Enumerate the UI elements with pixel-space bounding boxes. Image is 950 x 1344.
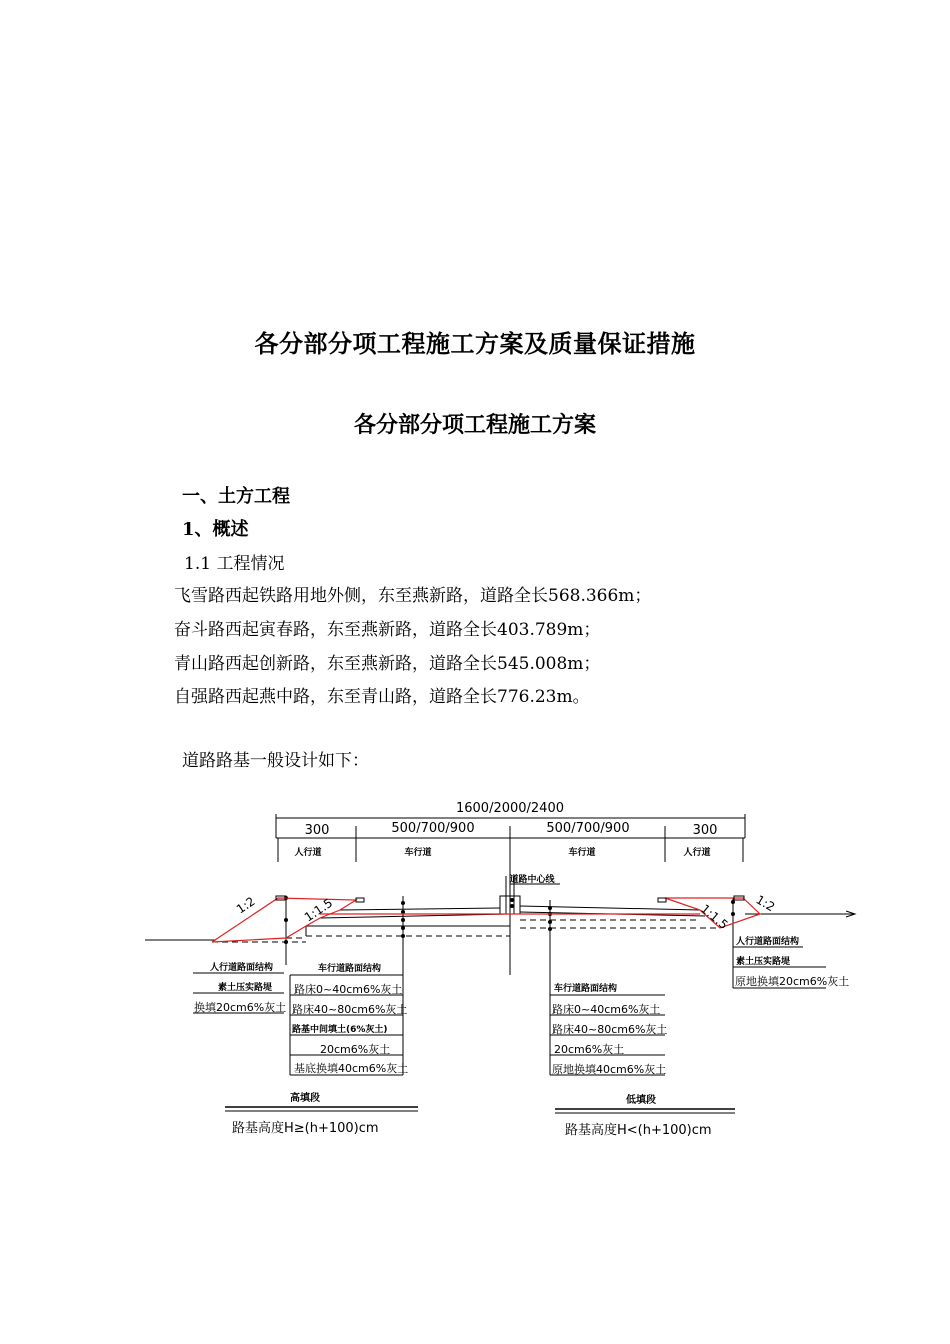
paragraph-fendou-road: 奋斗路西起寅春路，东至燕新路，道路全长403.789m； <box>174 620 601 640</box>
high-fill-caption: 高填段 <box>290 1093 320 1104</box>
centerline-label: 道路中心线 <box>509 875 555 885</box>
right-sidewalk-structure-2: 原地换填20cm6%灰土 <box>735 975 850 988</box>
high-fill-structure-4: 20cm6%灰土 <box>320 1043 391 1056</box>
right-sidewalk-structure-1: 素土压实路堤 <box>736 957 791 967</box>
low-fill-caption: 低填段 <box>626 1095 656 1106</box>
roadbed-cross-section-figure <box>0 790 950 1150</box>
segment-label-right-sidewalk: 300 <box>692 823 718 838</box>
low-fill-structure-1: 路床0~40cm6%灰土 <box>552 1003 661 1016</box>
left-sidewalk-structure-2: 换填20cm6%灰土 <box>194 1001 287 1014</box>
zone-label-left-carriageway: 车行道 <box>404 848 432 858</box>
left-sidewalk-structure-0: 人行道路面结构 <box>210 963 274 973</box>
subsubsection-heading: 1.1 工程情况 <box>184 554 285 574</box>
low-fill-formula: 路基高度H<(h+100)cm <box>565 1123 712 1138</box>
paragraph-feixue-road: 飞雪路西起铁路用地外侧，东至燕新路，道路全长568.366m； <box>174 586 652 606</box>
slope-label-left-inner: 1:1.5 <box>301 895 336 925</box>
high-fill-structure-1: 路床0~40cm6%灰土 <box>294 983 403 996</box>
low-fill-structure-2: 路床40~80cm6%灰土 <box>552 1023 668 1036</box>
low-fill-structure-4: 原地换填40cm6%灰土 <box>552 1063 667 1076</box>
high-fill-structure-5: 基底换填40cm6%灰土 <box>294 1062 409 1075</box>
zone-label-right-sidewalk: 人行道 <box>683 848 711 858</box>
subgrade-outline <box>212 895 760 942</box>
right-sidewalk-structure-0: 人行道路面结构 <box>736 937 800 947</box>
paragraph-qingshan-road: 青山路西起创新路，东至燕新路，道路全长545.008m； <box>174 654 601 674</box>
paragraph-ziqiang-road: 自强路西起燕中路，东至青山路，道路全长776.23m。 <box>174 687 590 707</box>
zone-label-left-sidewalk: 人行道 <box>294 848 322 858</box>
slope-label-right-inner: 1:1.5 <box>698 901 731 933</box>
slope-label-left-outer: 1:2 <box>233 894 258 917</box>
zone-label-right-carriageway: 车行道 <box>568 848 596 858</box>
low-fill-structure-3: 20cm6%灰土 <box>554 1043 625 1056</box>
section-heading: 一、土方工程 <box>182 486 290 507</box>
high-fill-structure-2: 路床40~80cm6%灰土 <box>292 1003 408 1016</box>
segment-label-left-sidewalk: 300 <box>304 823 330 838</box>
document-title: 各分部分项工程施工方案及质量保证措施 <box>254 329 696 358</box>
total-width-label: 1600/2000/2400 <box>455 801 565 816</box>
high-fill-structure-0: 车行道路面结构 <box>318 964 382 974</box>
segment-label-right-carriageway: 500/700/900 <box>546 821 630 836</box>
low-fill-structure-0: 车行道路面结构 <box>554 984 618 994</box>
segment-label-left-carriageway: 500/700/900 <box>391 821 475 836</box>
high-fill-formula: 路基高度H≥(h+100)cm <box>232 1121 379 1136</box>
slope-label-right-outer: 1:2 <box>753 892 778 915</box>
high-fill-structure-3: 路基中间填土(6%灰土) <box>292 1025 388 1035</box>
figure-intro: 道路路基一般设计如下： <box>182 751 369 771</box>
subsection-heading: 1、概述 <box>182 519 249 540</box>
left-sidewalk-structure-1: 素土压实路堤 <box>218 983 273 993</box>
document-subtitle: 各分部分项工程施工方案 <box>353 412 596 438</box>
